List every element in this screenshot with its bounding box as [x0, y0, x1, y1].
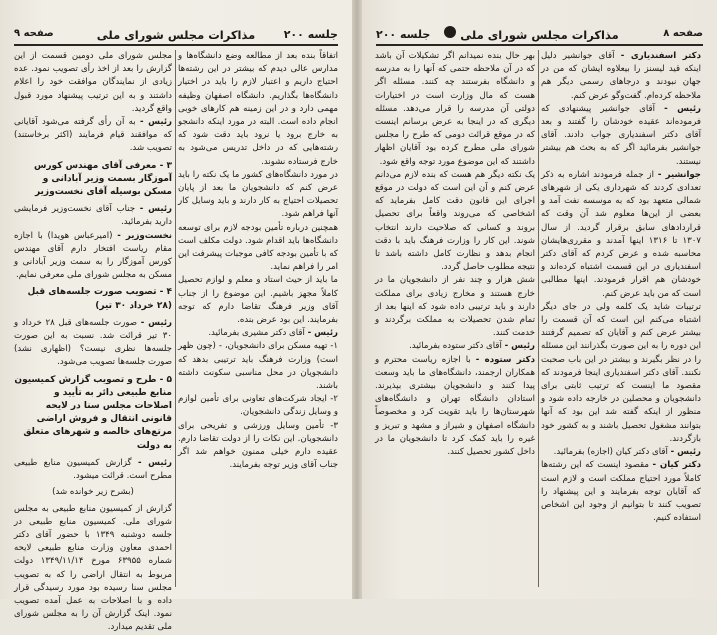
paragraph-text: آقای دکتر مشیری بفرمائید. — [208, 328, 305, 339]
paragraph-text: (امیرعباس هویدا) با اجازه مقام ریاست افتخار دارم آقای مهندس کورس آموزگار را به سمت وزیر آبادانی و مسکن به مجلس شورای ملی معرفی نمایم. — [14, 230, 172, 281]
paragraph-text: ۵ - طرح و تصویب گزارش کمیسیون منابع طبیعی دائر به تأیید و اصلاحات مجلس سنا در لایحه قانونی انتقال و فروش اراضی مرتع‌های خالصه و شهرهای متعلق به دولت — [14, 374, 172, 451]
paragraph — [541, 103, 701, 169]
paragraph-text: ۳- تأمین وسایل ورزشی و تفریحی برای دانشجویان. این نکات را از دولت تقاضا دارم. عقیده دارم خیلی ممنون خواهم شد اگر جناب آقای وزیر توجه بفرمایند. — [178, 420, 338, 471]
paragraph — [375, 169, 535, 275]
book-gutter — [352, 0, 362, 599]
page-title: مذاکرات مجلس شورای ملی — [96, 28, 256, 42]
paragraph — [178, 274, 338, 327]
column-divider — [175, 50, 176, 587]
paragraph-text: در مورد دانشگاه‌های کشور ما یک نکته را باید عرض کنم که دانشجویان ما بعد از پایان تحصیلات احتیاج به کار دارند و باید وسایل کار آنها فراهم شود. — [178, 169, 338, 220]
paragraph-text: از جمله فرمودند اشاره به ذکر تعدادی کردند که شهرداری یکی از شهرهای شمالی متعهد بود که به موسسه نفت آمد و بعضی از این‌ها معلوم شد آن وقت که قراردادهای سابق برقرار گردید. از سال ۱۳۰۷ تا ۱۳۱۶ اینها آمدند و مقرری‌هایشان محاسبه شده و عرض کردم که آقای دکتر اسفندیاری در این قسمت اشتباه کرده‌اند و خودشان هم اقرار فرمودند. اینها مطالبی است که من باید عرض کنم. — [541, 169, 701, 299]
paragraph-text: به آن رأی گرفته می‌شود آقایانی که موافقند قیام فرمایند (اکثر برخاستند) تصویب شد. — [14, 117, 172, 154]
paragraph — [541, 169, 701, 301]
paragraph — [375, 340, 535, 353]
paragraph-text: جناب آقای نخست‌وزیر فرمایشی دارید بفرمائید. — [14, 204, 172, 228]
speaker-name: رئیس - — [670, 447, 701, 458]
speaker-name: رئیس - — [138, 457, 172, 468]
column-left — [375, 50, 535, 587]
column-left — [14, 50, 173, 633]
paragraph-text: با اجازه ریاست محترم و همکاران ارجمند، دانشگاه‌های ما باید وسعت پیدا کنند و دانشجویان بیشتری بپذیرند. استادان دانشگاه تهران و دانشگاه‌های شهرستان‌ها را باید تقویت کرد و مخصوصاً دانشگاه اصفهان و شیراز و مشهد و تبریز و غیره را باید کمک کرد تا دانشجویان ما در داخل کشور تحصیل کنند. — [375, 354, 535, 458]
paragraph-text: گزارش از کمیسیون منابع طبیعی به مجلس شورای ملی. کمیسیون منابع طبیعی در جلسه دوشنبه ۱۳۴۹ با حضور آقای دکتر احمدی معاون وزارت منابع طبیعی لایحه شماره ۶۳۹۵۵ مورخ ۱۳۴۹/۱۱/۱۴ دولت مربوط به انتقال اراضی را که به تصویب مجلس سنا رسیده بود مورد رسیدگی قرار داده و با اصلاحات به عمل آمده تصویب نمود. اینک گزارش آن را به مجلس شورای ملی تقدیم میدارد. — [14, 503, 173, 633]
paragraph-text: ۴ - تصویب صورت جلسه‌های قبل (۲۸ خرداد ۳۰ تیر) — [27, 287, 172, 311]
speaker-name: رئیس - — [139, 204, 172, 215]
paragraph — [178, 169, 338, 222]
speaker-name: دکتر اسفندیاری - — [620, 51, 701, 61]
paragraph — [375, 274, 535, 340]
speaker-name: جوانشیر - — [657, 169, 701, 180]
speaker-name: دکتر ستوده - — [475, 354, 535, 365]
paragraph-text: مجلس شورای ملی دومین قسمت از این گزارش را بعد از اخذ رأی تصویب نمود. عده زیادی از نمایندگان موافقت خود را اعلام داشتند و به این ترتیب پیشنهاد مورد قبول واقع گردید. — [14, 51, 172, 114]
page-number: صفحه ۸ — [663, 28, 703, 39]
paragraph — [178, 420, 338, 473]
paragraph — [541, 446, 701, 459]
centered-note — [14, 486, 172, 499]
speaker-name: دکتر کیان - — [652, 460, 701, 471]
paragraph-text: ما باید از حیث استاد و معلم و لوازم تحصیل کاملاً مجهز باشیم. این موضوع را از جناب آقای وزیر فرهنگ تقاضا دارم که توجه بفرمایند. این بود عرض بنده. — [178, 275, 338, 326]
paragraph — [375, 354, 535, 460]
page-header — [14, 28, 338, 46]
paragraph — [541, 301, 701, 446]
paragraph — [178, 340, 338, 393]
paragraph — [14, 116, 172, 156]
speaker-name: رئیس - — [140, 117, 173, 128]
paragraph — [541, 459, 701, 525]
paragraph — [14, 457, 172, 483]
paragraph — [178, 393, 338, 419]
section-heading — [14, 286, 172, 312]
paragraph — [178, 327, 338, 340]
paragraph — [14, 50, 172, 116]
paragraph-text: یک نکته دیگر هم هست که بنده لازم می‌دانم عرض کنم و آن این است که دولت در موقع اجرای این قانون دقت کامل بفرماید که اشخاصی که می‌روند واقعاً برای تحصیل بروند و کسانی که صلاحیت دارند انتخاب شوند. این کار را وزارت فرهنگ باید با دقت انجام بدهد و نظارت کامل داشته باشد تا نتیجه مطلوب حاصل گردد. — [375, 169, 535, 273]
paragraph-text: آقای جوانشیر پیشنهادی که فرموده‌اند عقیده خودشان را گفتند و بعد آقای دکتر اسفندیاری جواب دادند. آقای جوانشیر بفرمائید اگر که به بحث هم بیشتر نیستند. — [541, 103, 701, 167]
column-right — [178, 50, 338, 587]
paragraph-text: آقای دکتر ستوده بفرمائید. — [409, 341, 502, 352]
paragraph-text: ترتیبات شاید یک کلمه ولی در جای دیگر اشتباه می‌کنم این است که آن قسمت را بیشتر عرض کنم و آقایان که تصمیم گرفتند این دوره را به این صورت بگذرانند این مسئله را در نظر بگیرند و بیشتر در این باب صحبت نکنند. آقای دکتر اسفندیاری اینجا فرمودند که مقصود ما اینست که ترتیب ثابتی برای دانشجویان و محصلین در خارجه داده شود و منظور از اینکه گفته شد این بود که آنها بتوانند مشغول تحصیل باشند و به کشور خود بازگردند. — [541, 301, 701, 444]
paragraph-text: آقای جوانشیر دلیل اینکه قید لیسنز را بیعلاوه ایشان که من در جهان نبودند و درجاهای رسمی دیگر هم ملاحظه کرده‌ام. گفت‌وگو عرض کنم. — [541, 51, 701, 101]
speaker-name: رئیس - — [664, 103, 702, 114]
page-header — [376, 28, 703, 46]
speaker-name: رئیس - — [504, 341, 535, 352]
speaker-name: رئیس - — [307, 328, 338, 339]
paragraph — [14, 317, 172, 370]
paragraph-text: بهر حال بنده نمیدانم اگر تشکیلات آن باشد که در آن ملاحظه حتمی که آنها را به مدرسه و دانشگاه بفرستند چه کنند. مسئله اگر هست که مال وزارت است در اختیارات دولتی آن مدرسه را قرار می‌دهد. مسئله دیگری که در اینجا به عرض برسانم اینست که در موقع قرائت دومی که طرح را مجلس شورای ملی مطرح کرده بود آقایان اظهار داشتند که این موضوع مورد توجه واقع شود. — [375, 51, 535, 167]
paragraph-text: ۲- ایجاد شرکت‌های تعاونی برای تأمین لوازم و وسایل زندگی دانشجویان. — [178, 394, 338, 418]
column-right — [541, 50, 701, 587]
paragraph — [14, 230, 172, 283]
page-title: مذاکرات مجلس شورای ملی — [460, 28, 619, 42]
section-heading — [14, 374, 172, 453]
paragraph — [14, 503, 172, 635]
paragraph-text: شش هزار و چند نفر از دانشجویان ما در خارج هستند و مخارج زیادی برای مملکت دارند و باید ترتیبی داده شود که اینها بعد از تمام شدن تحصیلات به مملکت برگردند و خدمت کنند. — [375, 275, 535, 339]
paragraph-text: مقصود اینست که این رشته‌ها کاملاً مورد احتیاج مملکت است و لازم است که آقایان توجه بفرمایند و این پیشنهاد را تصویب کنند تا بتوانیم از وجود این اشخاص استفاده کنیم. — [541, 460, 701, 524]
paragraph — [14, 203, 172, 229]
paragraph-text: همچنین درباره تأمین بودجه لازم برای توسعه دانشگاه‌ها باید اقدام شود. دولت مکلف است که با تأمین بودجه کافی موجبات پیشرفت این امر را فراهم نماید. — [178, 222, 338, 273]
section-heading — [14, 160, 172, 200]
paragraph-text: اتفاقاً بنده بعد از مطالعه وضع دانشگاه‌ها و مدارس عالی دیدم که بیشتر در این رشته‌ها احتیاج داریم و اعتبار لازم را باید در اختیار دانشگاه‌ها بگذاریم. دانشگاه اصفهان وظیفه مهمی دارد و در این زمینه هم کارهای خوبی انجام داده است. البته در مورد اینکه دانشجو به خارج برود یا نرود باید دقت شود که رشته‌هایی که در داخل تدریس می‌شود به خارج فرستاده نشوند. — [178, 51, 338, 167]
session-number: جلسه ۲۰۰ — [376, 28, 431, 41]
paragraph-text: (بشرح زیر خوانده شد) — [52, 487, 134, 498]
speaker-name: نخست‌وزیر - — [117, 230, 173, 241]
column-divider — [538, 50, 539, 587]
speaker-name: رئیس - — [140, 317, 172, 328]
paragraph — [541, 50, 701, 103]
left-page — [0, 0, 352, 633]
paragraph — [178, 50, 338, 169]
paragraph-text: ۱- تهیه مسکن برای دانشجویان، - (چون ظهر است) وزارت فرهنگ باید ترتیبی بدهد که دانشجویان در محل مناسبی سکونت داشته باشند. — [178, 341, 338, 392]
paragraph-text: گزارش کمیسیون منابع طبیعی مطرح است. قرائت میشود. — [14, 457, 172, 482]
paragraph-text: ۳ - معرفی آقای مهندس کورس آموزگار بسمت وزیر آبادانی و مسکن بوسیله آقای نخست‌وزیر — [33, 160, 172, 198]
paragraph-text: آقای دکتر کیان (اجازه) بفرمائید. — [553, 447, 668, 458]
page-number: صفحه ۹ — [14, 28, 54, 39]
session-number: جلسه ۲۰۰ — [283, 28, 338, 41]
paragraph — [375, 50, 535, 169]
paragraph — [178, 222, 338, 275]
right-page — [362, 0, 717, 599]
paragraph-text: صورت جلسه‌های قبل ۲۸ خرداد و ۳۰ تیر قرائت شد. نسبت به این صورت جلسه‌ها نظری نیست؟ (اظهاری نشد) صورت جلسه‌ها تصویب می‌شود. — [14, 317, 172, 368]
